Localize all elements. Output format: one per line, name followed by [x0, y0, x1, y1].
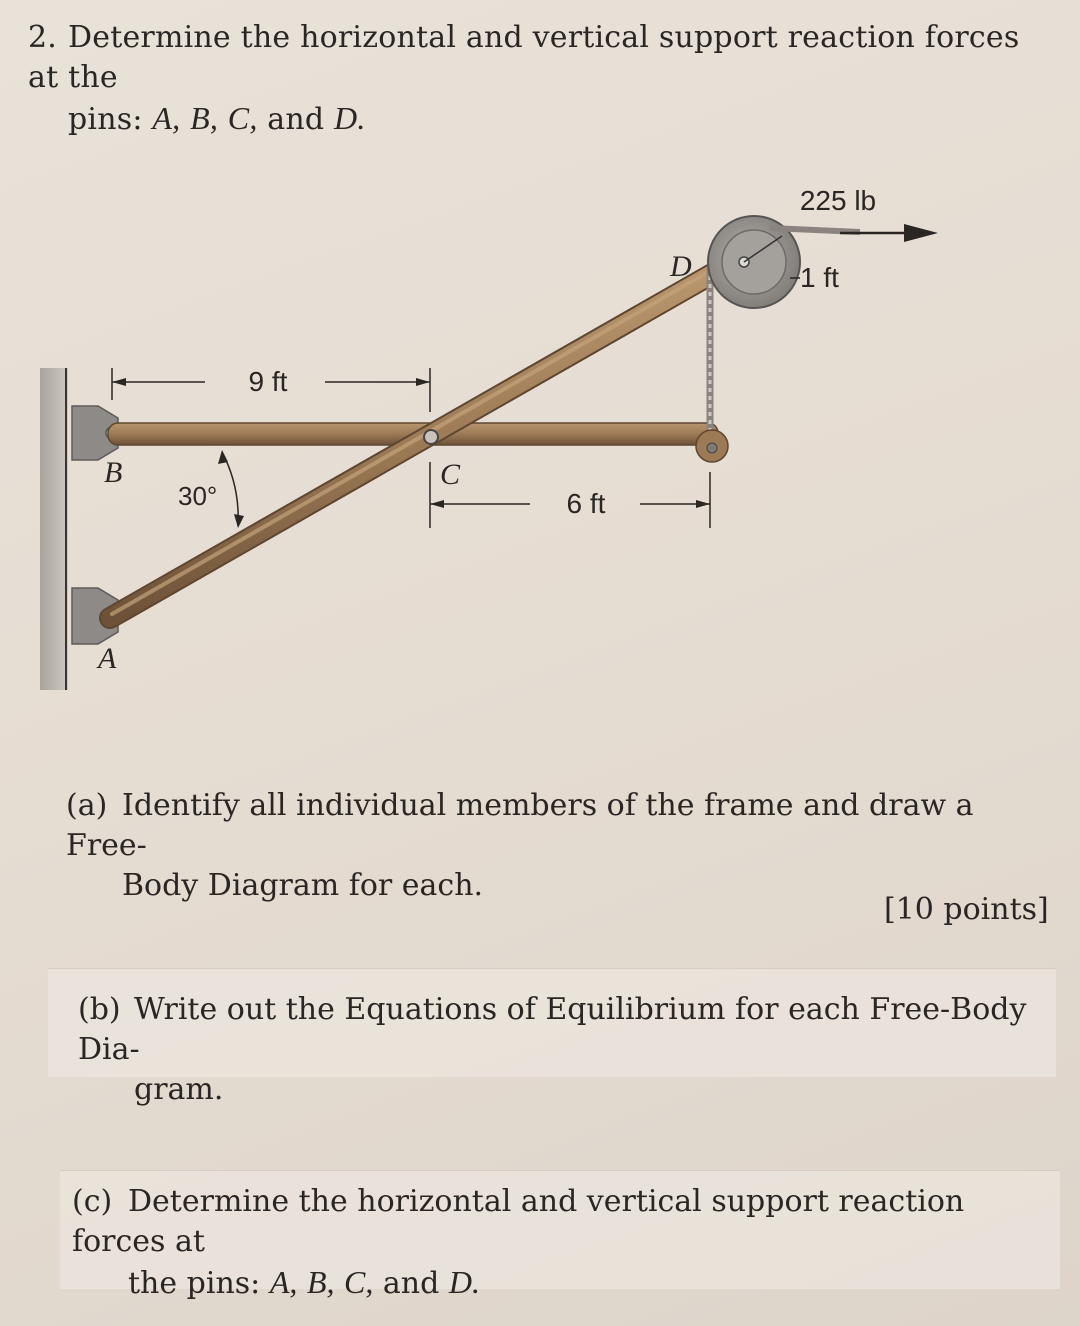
part-a — [66, 786, 1046, 906]
wall — [40, 368, 68, 690]
load-label: 225 lb — [799, 185, 877, 216]
question-text: Determine the horizontal and vertical support reaction forces at the — [28, 20, 1020, 95]
question-header — [28, 18, 1048, 140]
part-c-label: (c) — [72, 1184, 113, 1219]
angle-arc — [218, 450, 244, 528]
part-c-pin-a: A, — [269, 1264, 298, 1300]
part-b-label: (b) — [78, 992, 121, 1027]
part-c — [72, 1182, 1062, 1304]
rope-top — [770, 228, 860, 232]
question-number: 2. — [28, 20, 58, 55]
pin-b-ref: B, — [190, 100, 219, 136]
pin-a-label: A — [98, 642, 117, 675]
part-b-line1: Write out the Equations of Equilibrium for each Free-Body Dia- — [78, 992, 1027, 1067]
and-word: and — [267, 102, 325, 137]
pin-a-ref: A, — [152, 100, 181, 136]
pins-prefix: pins: — [68, 102, 143, 137]
part-a-label: (a) — [66, 788, 108, 823]
points-label: [10 points] — [884, 892, 1049, 927]
load-arrow — [840, 224, 938, 242]
pin-d-ref: D. — [334, 100, 366, 136]
pin-d-label: D — [670, 250, 692, 283]
part-c-line2 — [72, 1262, 1062, 1304]
part-c-pins-prefix: the pins: — [128, 1266, 261, 1301]
part-c-pin-d: D. — [448, 1264, 480, 1300]
rope-anchor — [707, 443, 717, 453]
part-b — [78, 990, 1058, 1110]
part-a-line1: Identify all individual members of the frame and draw a Free- — [66, 788, 974, 863]
left-dim-label: 9 ft — [248, 366, 288, 397]
question-line-1 — [28, 18, 1048, 98]
part-c-pin-c: C, — [344, 1264, 374, 1300]
radius-label: 1 ft — [800, 262, 839, 293]
part-a-line2: Body Diagram for each. — [122, 868, 484, 903]
part-c-pin-b: B, — [306, 1264, 335, 1300]
part-b-line2: gram. — [134, 1072, 224, 1107]
right-dim-label: 6 ft — [566, 488, 606, 519]
pin-c — [424, 430, 438, 444]
pin-c-label: C — [440, 458, 461, 491]
angle-label: 30° — [178, 481, 218, 511]
part-c-line1: Determine the horizontal and vertical support reaction forces at — [72, 1184, 965, 1259]
part-c-and: and — [382, 1266, 440, 1301]
pin-b-label: B — [104, 456, 123, 489]
pin-c-ref: C, — [227, 100, 258, 136]
frame-figure — [0, 150, 1080, 710]
question-line-2 — [28, 98, 1048, 140]
